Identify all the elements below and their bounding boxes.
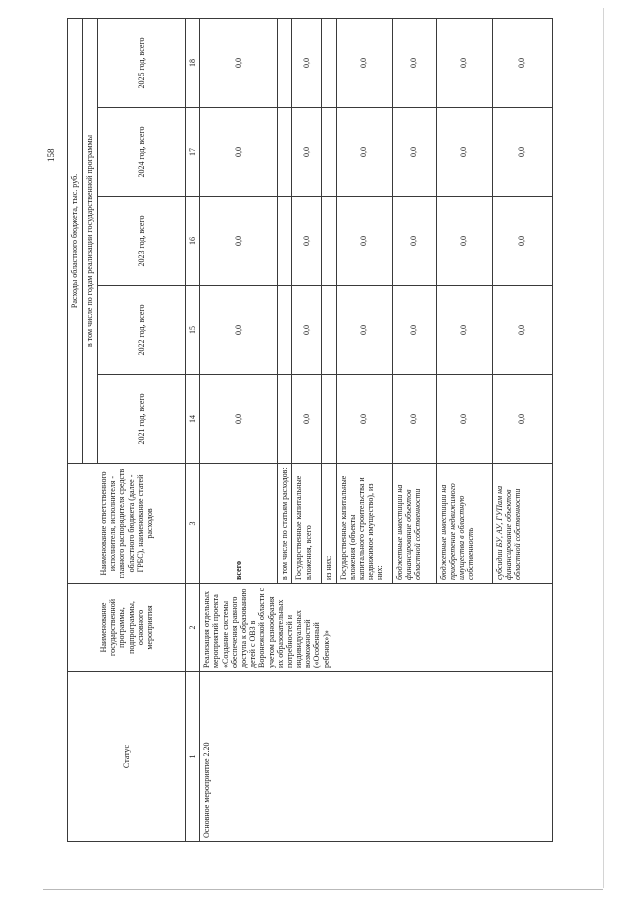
value-cell: 0,0 [200,108,278,197]
col-number: 1 [186,672,200,842]
header-year: 2023 год, всего [98,197,186,286]
value-cell [278,286,292,375]
value-cell [278,18,292,107]
value-cell: 0,0 [336,197,392,286]
row-label: Государственные капитальные вложения, всего [292,464,322,584]
value-cell: 0,0 [392,108,436,197]
scan-edge-line [43,889,603,890]
value-cell [322,375,336,464]
header-by-years: в том числе по годам реализации государственной программы [83,18,98,463]
value-cell: 0,0 [292,18,322,107]
value-cell: 0,0 [392,197,436,286]
row-label: в том числе по статьям расходов: [278,464,292,584]
value-cell [278,197,292,286]
value-cell: 0,0 [436,18,492,107]
expenses-table [67,18,553,842]
value-cell [322,286,336,375]
col-number: 2 [186,584,200,672]
col-number: 14 [186,375,200,464]
column-number-row [186,18,200,841]
value-cell: 0,0 [200,197,278,286]
value-cell: 0,0 [200,375,278,464]
row-label: субсидии БУ, АУ, ГУПам на финансирование объектов областной собственности [492,464,552,584]
value-cell: 0,0 [200,286,278,375]
value-cell: 0,0 [200,18,278,107]
header-program-name: Наименование государственной программы, подпрограммы, основного мероприятия [68,584,186,672]
header-year: 2021 год, всего [98,375,186,464]
value-cell: 0,0 [292,375,322,464]
value-cell: 0,0 [492,18,552,107]
value-cell: 0,0 [492,108,552,197]
col-number: 16 [186,197,200,286]
col-number: 18 [186,18,200,107]
col-number: 15 [186,286,200,375]
value-cell: 0,0 [336,375,392,464]
value-cell: 0,0 [336,286,392,375]
value-cell: 0,0 [492,375,552,464]
row-label: бюджетные инвестиции на приобретение недвижимого имущества в областную собственность [436,464,492,584]
value-cell: 0,0 [292,286,322,375]
value-cell [322,18,336,107]
event-status: Основное мероприятие 2.20 [200,672,552,842]
value-cell: 0,0 [392,286,436,375]
value-cell: 0,0 [436,375,492,464]
value-cell [322,197,336,286]
table-row [200,18,278,841]
row-label: Государственные капитальные вложения (объекты капитального строительства и недвижимое имущество), из них: [336,464,392,584]
value-cell: 0,0 [436,197,492,286]
value-cell: 0,0 [492,197,552,286]
header-year: 2024 год, всего [98,108,186,197]
value-cell: 0,0 [492,286,552,375]
event-name: Реализация отдельных мероприятий проекта «Создание системы обеспечения равного доступа к образованию детей с ОВЗ в Воронежской области с учетом разнообразия их образовательных потребностей и индивидуальных возможностей («Особенный ребенок»)» [200,584,552,672]
value-cell: 0,0 [436,286,492,375]
header-year: 2022 год, всего [98,286,186,375]
value-cell [278,375,292,464]
value-cell [278,108,292,197]
col-number: 3 [186,464,200,584]
value-cell: 0,0 [336,108,392,197]
value-cell: 0,0 [392,18,436,107]
rotated-sheet [67,19,572,842]
value-cell: 0,0 [292,108,322,197]
scan-edge-line [603,8,604,888]
header-status: Статус [68,672,186,842]
row-label: из них: [322,464,336,584]
value-cell: 0,0 [336,18,392,107]
col-number: 17 [186,108,200,197]
header-row-1 [68,18,83,841]
value-cell: 0,0 [392,375,436,464]
value-cell: 0,0 [436,108,492,197]
header-executor: Наименование ответственного исполнителя, исполнителя - главного распорядителя средств областного бюджета (далее - ГРБС), наименование статей расходов [68,464,186,584]
page-number: 158 [46,148,56,162]
value-cell: 0,0 [292,197,322,286]
row-label: всего [200,464,278,584]
header-year: 2025 год, всего [98,18,186,107]
row-label: бюджетные инвестиции на финансирование объектов областной собственности [392,464,436,584]
header-expenses-group: Расходы областного бюджета, тыс. руб. [68,18,83,463]
value-cell [322,108,336,197]
